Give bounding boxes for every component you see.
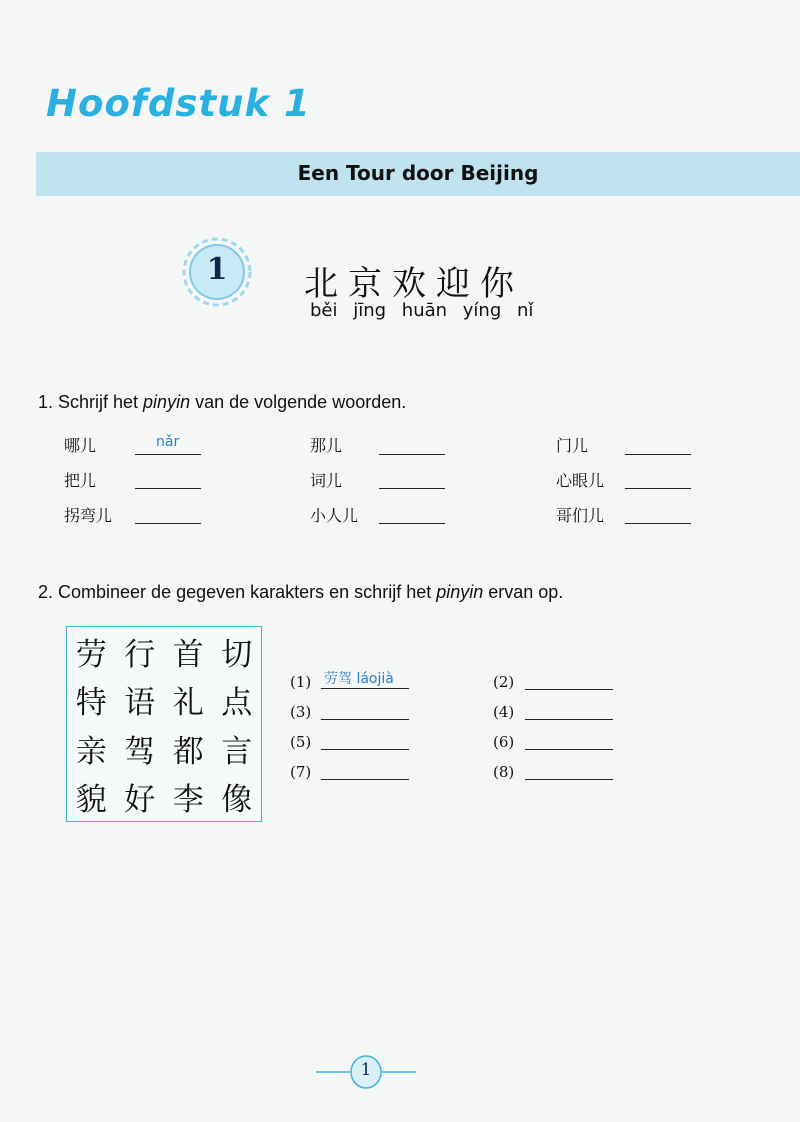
ex1-word: 哥们儿: [556, 506, 605, 525]
ex1-answer-line[interactable]: [625, 468, 691, 489]
section-title: Een Tour door Beijing: [297, 161, 539, 185]
ex2-item-number: (2): [493, 673, 515, 691]
ex2-answer-line[interactable]: [525, 759, 613, 780]
ex1-word: 那儿: [310, 436, 343, 455]
grid-character: 像: [221, 782, 253, 819]
grid-character: 特: [75, 685, 107, 722]
grid-character: 行: [124, 636, 156, 673]
ex2-answer-line[interactable]: [321, 699, 409, 720]
section-band: [36, 152, 800, 196]
grid-character: 李: [172, 782, 204, 819]
ex1-word: 把儿: [64, 471, 97, 490]
ex1-answer-text: nǎr: [156, 434, 180, 450]
ex2-item-number: (6): [493, 733, 515, 751]
ex1-word: 小人儿: [310, 506, 359, 525]
exercise-1-instruction: 1. Schrijf het pinyin van de volgende woorden.: [38, 392, 407, 412]
character-grid: [66, 626, 262, 822]
ex1-answer-line[interactable]: [625, 434, 691, 455]
grid-character: 语: [124, 685, 156, 722]
grid-character: 好: [124, 782, 156, 819]
ex1-word: 心眼儿: [556, 471, 605, 490]
grid-character: 貌: [75, 782, 107, 819]
grid-character: 劳: [75, 636, 107, 673]
ex2-item-number: (7): [290, 763, 312, 781]
ex1-answer-line[interactable]: [379, 503, 445, 524]
ex1-word: 拐弯儿: [64, 506, 113, 525]
grid-character: 驾: [124, 733, 156, 770]
chapter-heading: Hoofdstuk 1: [46, 82, 311, 125]
grid-character: 切: [221, 636, 253, 673]
lesson-pinyin: běi jīng huān yíng nǐ: [310, 300, 534, 321]
ex2-item-number: (8): [493, 763, 515, 781]
ex1-word: 词儿: [310, 471, 343, 490]
exercise-2-instruction: 2. Combineer de gegeven karakters en schrijf het pinyin ervan op.: [38, 582, 564, 602]
lesson-number: 1: [206, 252, 228, 287]
ex2-answer-line[interactable]: [525, 729, 613, 750]
grid-character: 都: [172, 733, 204, 770]
ex1-word: 门儿: [556, 436, 589, 455]
page-number: 1: [360, 1060, 372, 1080]
grid-character: 亲: [75, 733, 107, 770]
ex2-item-number: (4): [493, 703, 515, 721]
ex2-item-number: (5): [290, 733, 312, 751]
ex1-answer-line[interactable]: [379, 434, 445, 455]
grid-character: 言: [221, 733, 253, 770]
ex1-answer-line[interactable]: [135, 468, 201, 489]
grid-character: 礼: [172, 685, 204, 722]
grid-character: 点: [221, 685, 253, 722]
ex2-answer-line[interactable]: [525, 699, 613, 720]
ex2-item-number: (1): [290, 673, 312, 691]
ex2-answer-line[interactable]: [321, 729, 409, 750]
ex2-item-number: (3): [290, 703, 312, 721]
ex1-answer-line[interactable]: [625, 503, 691, 524]
ex2-answer-line[interactable]: [525, 669, 613, 690]
grid-character: 首: [172, 636, 204, 673]
ex1-answer-line[interactable]: [379, 468, 445, 489]
ex1-answer-line[interactable]: [135, 503, 201, 524]
ex2-answer-text: 劳驾 láojià: [324, 671, 394, 687]
ex2-answer-line[interactable]: [321, 759, 409, 780]
ex1-word: 哪儿: [64, 436, 97, 455]
lesson-title: 北京欢迎你: [304, 264, 524, 304]
